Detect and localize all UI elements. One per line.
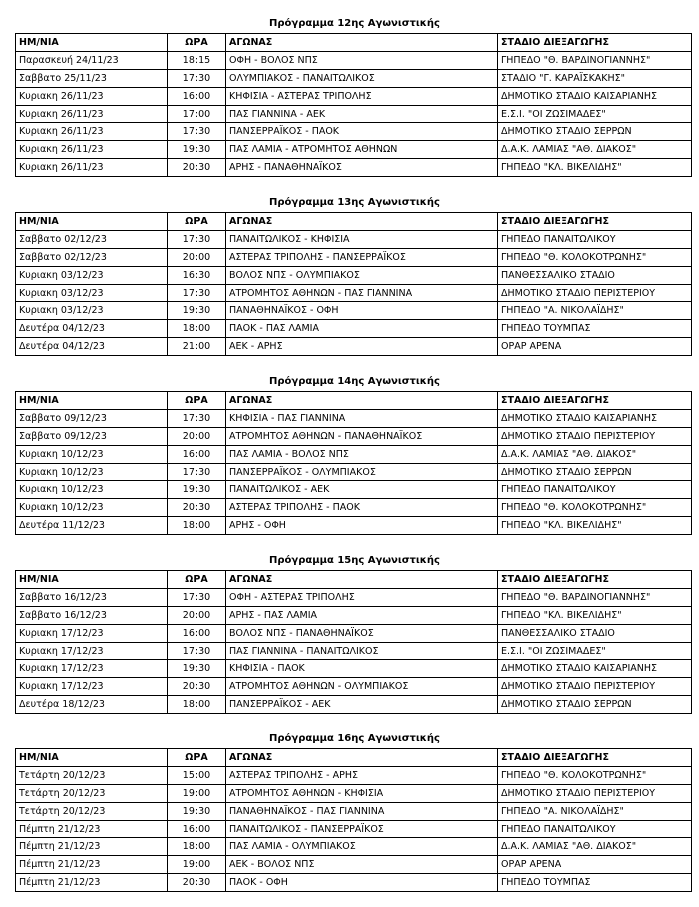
venue-cell: ΔΗΜΟΤΙΚΟ ΣΤΑΔΙΟ ΠΕΡΙΣΤΕΡΙΟΥ (498, 427, 692, 445)
date-cell: Κυριακη 03/12/23 (16, 284, 168, 302)
time-cell: 19:30 (168, 802, 226, 820)
header-row (16, 571, 692, 589)
table-row (16, 624, 692, 642)
header-date: ΗΜ/ΝΙΑ (16, 392, 168, 410)
match-cell: ΠΑΟΚ - ΠΑΣ ΛΑΜΙΑ (226, 320, 498, 338)
match-cell: ΟΛΥΜΠΙΑΚΟΣ - ΠΑΝΑΙΤΩΛΙΚΟΣ (226, 69, 498, 87)
table-row (16, 159, 692, 177)
venue-cell: ΓΗΠΕΔΟ "Α. ΝΙΚΟΛΑΪΔΗΣ" (498, 802, 692, 820)
date-cell: Πέμπτη 21/12/23 (16, 874, 168, 892)
venue-cell: ΓΗΠΕΔΟ "Θ. ΚΟΛΟΚΟΤΡΩΝΗΣ" (498, 499, 692, 517)
venue-cell: ΓΗΠΕΔΟ "Θ. ΚΟΛΟΚΟΤΡΩΝΗΣ" (498, 248, 692, 266)
table-row (16, 838, 692, 856)
time-cell: 17:30 (168, 463, 226, 481)
time-cell: 20:30 (168, 499, 226, 517)
date-cell: Παρασκευή 24/11/23 (16, 51, 168, 69)
header-venue: ΣΤΑΔΙΟ ΔΙΕΞΑΓΩΓΗΣ (498, 749, 692, 767)
table-row (16, 678, 692, 696)
table-row (16, 284, 692, 302)
header-match: ΑΓΩΝΑΣ (226, 392, 498, 410)
schedule-table (15, 391, 692, 535)
header-row (16, 213, 692, 231)
venue-cell: ΓΗΠΕΔΟ ΠΑΝΑΙΤΩΛΙΚΟΥ (498, 820, 692, 838)
date-cell: Κυριακη 10/12/23 (16, 499, 168, 517)
match-cell: ΑΤΡΟΜΗΤΟΣ ΑΘΗΝΩΝ - ΟΛΥΜΠΙΑΚΟΣ (226, 678, 498, 696)
date-cell: Κυριακη 26/11/23 (16, 159, 168, 177)
header-venue: ΣΤΑΔΙΟ ΔΙΕΞΑΓΩΓΗΣ (498, 392, 692, 410)
table-row (16, 266, 692, 284)
venue-cell: Δ.Α.Κ. ΛΑΜΙΑΣ "ΑΘ. ΔΙΑΚΟΣ" (498, 445, 692, 463)
date-cell: Τετάρτη 20/12/23 (16, 766, 168, 784)
date-cell: Πέμπτη 21/12/23 (16, 820, 168, 838)
table-row (16, 141, 692, 159)
date-cell: Σαββατο 25/11/23 (16, 69, 168, 87)
round-title: Πρόγραμμα 15ης Αγωνιστικής (269, 555, 440, 566)
time-cell: 19:00 (168, 856, 226, 874)
time-cell: 17:30 (168, 69, 226, 87)
time-cell: 17:30 (168, 230, 226, 248)
venue-cell: ΓΗΠΕΔΟ "ΚΛ. ΒΙΚΕΛΙΔΗΣ" (498, 606, 692, 624)
table-row (16, 499, 692, 517)
match-cell: ΠΑΝΣΕΡΡΑΪΚΟΣ - ΟΛΥΜΠΙΑΚΟΣ (226, 463, 498, 481)
venue-cell: ΔΗΜΟΤΙΚΟ ΣΤΑΔΙΟ ΚΑΙΣΑΡΙΑΝΗΣ (498, 87, 692, 105)
time-cell: 17:30 (168, 123, 226, 141)
table-row (16, 874, 692, 892)
match-cell: ΠΑΣ ΛΑΜΙΑ - ΟΛΥΜΠΙΑΚΟΣ (226, 838, 498, 856)
table-row (16, 302, 692, 320)
round-section (15, 194, 691, 356)
date-cell: Τετάρτη 20/12/23 (16, 784, 168, 802)
date-cell: Κυριακη 10/12/23 (16, 445, 168, 463)
date-cell: Τετάρτη 20/12/23 (16, 802, 168, 820)
date-cell: Κυριακη 10/12/23 (16, 481, 168, 499)
venue-cell: ΔΗΜΟΤΙΚΟ ΣΤΑΔΙΟ ΚΑΙΣΑΡΙΑΝΗΣ (498, 660, 692, 678)
round-title: Πρόγραμμα 14ης Αγωνιστικής (269, 376, 440, 387)
table-row (16, 784, 692, 802)
venue-cell: ΠΑΝΘΕΣΣΑΛΙΚΟ ΣΤΑΔΙΟ (498, 624, 692, 642)
time-cell: 16:30 (168, 266, 226, 284)
match-cell: ΒΟΛΟΣ ΝΠΣ - ΟΛΥΜΠΙΑΚΟΣ (226, 266, 498, 284)
venue-cell: ΔΗΜΟΤΙΚΟ ΣΤΑΔΙΟ ΠΕΡΙΣΤΕΡΙΟΥ (498, 284, 692, 302)
header-venue: ΣΤΑΔΙΟ ΔΙΕΞΑΓΩΓΗΣ (498, 34, 692, 52)
table-row (16, 606, 692, 624)
table-row (16, 660, 692, 678)
venue-cell: ΓΗΠΕΔΟ ΠΑΝΑΙΤΩΛΙΚΟΥ (498, 230, 692, 248)
header-time: ΩΡΑ (168, 571, 226, 589)
time-cell: 16:00 (168, 820, 226, 838)
table-row (16, 320, 692, 338)
date-cell: Σαββατο 16/12/23 (16, 588, 168, 606)
table-row (16, 409, 692, 427)
round-section (15, 552, 691, 714)
match-cell: ΑΕΚ - ΒΟΛΟΣ ΝΠΣ (226, 856, 498, 874)
table-row (16, 230, 692, 248)
header-time: ΩΡΑ (168, 34, 226, 52)
table-row (16, 642, 692, 660)
match-cell: ΑΡΗΣ - ΠΑΣ ΛΑΜΙΑ (226, 606, 498, 624)
date-cell: Σαββατο 09/12/23 (16, 409, 168, 427)
header-row (16, 749, 692, 767)
venue-cell: ΓΗΠΕΔΟ ΠΑΝΑΙΤΩΛΙΚΟΥ (498, 481, 692, 499)
match-cell: ΑΤΡΟΜΗΤΟΣ ΑΘΗΝΩΝ - ΠΑΣ ΓΙΑΝΝΙΝΑ (226, 284, 498, 302)
table-row (16, 427, 692, 445)
round-section (15, 730, 691, 892)
time-cell: 20:00 (168, 248, 226, 266)
date-cell: Κυριακη 26/11/23 (16, 87, 168, 105)
date-cell: Δευτέρα 18/12/23 (16, 696, 168, 714)
venue-cell: ΔΗΜΟΤΙΚΟ ΣΤΑΔΙΟ ΣΕΡΡΩΝ (498, 463, 692, 481)
round-section (15, 15, 691, 177)
date-cell: Σαββατο 02/12/23 (16, 230, 168, 248)
table-row (16, 517, 692, 535)
time-cell: 18:15 (168, 51, 226, 69)
header-match: ΑΓΩΝΑΣ (226, 213, 498, 231)
venue-cell: ΔΗΜΟΤΙΚΟ ΣΤΑΔΙΟ ΠΕΡΙΣΤΕΡΙΟΥ (498, 784, 692, 802)
match-cell: ΑΡΗΣ - ΠΑΝΑΘΗΝΑΪΚΟΣ (226, 159, 498, 177)
match-cell: ΑΤΡΟΜΗΤΟΣ ΑΘΗΝΩΝ - ΚΗΦΙΣΙΑ (226, 784, 498, 802)
table-row (16, 248, 692, 266)
schedule-table (15, 570, 692, 714)
table-row (16, 820, 692, 838)
time-cell: 20:00 (168, 427, 226, 445)
date-cell: Κυριακη 17/12/23 (16, 642, 168, 660)
time-cell: 17:30 (168, 642, 226, 660)
time-cell: 15:00 (168, 766, 226, 784)
date-cell: Δευτέρα 04/12/23 (16, 338, 168, 356)
match-cell: ΑΣΤΕΡΑΣ ΤΡΙΠΟΛΗΣ - ΑΡΗΣ (226, 766, 498, 784)
table-row (16, 481, 692, 499)
match-cell: ΑΕΚ - ΑΡΗΣ (226, 338, 498, 356)
header-time: ΩΡΑ (168, 392, 226, 410)
date-cell: Κυριακη 26/11/23 (16, 123, 168, 141)
venue-cell: ΔΗΜΟΤΙΚΟ ΣΤΑΔΙΟ ΚΑΙΣΑΡΙΑΝΗΣ (498, 409, 692, 427)
header-row (16, 392, 692, 410)
date-cell: Πέμπτη 21/12/23 (16, 856, 168, 874)
time-cell: 21:00 (168, 338, 226, 356)
venue-cell: ΓΗΠΕΔΟ "ΚΛ. ΒΙΚΕΛΙΔΗΣ" (498, 159, 692, 177)
table-row (16, 696, 692, 714)
venue-cell: ΓΗΠΕΔΟ "ΚΛ. ΒΙΚΕΛΙΔΗΣ" (498, 517, 692, 535)
time-cell: 20:30 (168, 874, 226, 892)
time-cell: 16:00 (168, 624, 226, 642)
header-venue: ΣΤΑΔΙΟ ΔΙΕΞΑΓΩΓΗΣ (498, 571, 692, 589)
match-cell: ΠΑΟΚ - ΟΦΗ (226, 874, 498, 892)
match-cell: ΠΑΝΑΙΤΩΛΙΚΟΣ - ΚΗΦΙΣΙΑ (226, 230, 498, 248)
venue-cell: Ε.Σ.Ι. "ΟΙ ΖΩΣΙΜΑΔΕΣ" (498, 642, 692, 660)
round-title: Πρόγραμμα 13ης Αγωνιστικής (269, 197, 440, 208)
round-title: Πρόγραμμα 16ης Αγωνιστικής (269, 733, 440, 744)
header-match: ΑΓΩΝΑΣ (226, 749, 498, 767)
header-date: ΗΜ/ΝΙΑ (16, 213, 168, 231)
venue-cell: ΔΗΜΟΤΙΚΟ ΣΤΑΔΙΟ ΠΕΡΙΣΤΕΡΙΟΥ (498, 678, 692, 696)
date-cell: Κυριακη 17/12/23 (16, 624, 168, 642)
header-date: ΗΜ/ΝΙΑ (16, 571, 168, 589)
table-row (16, 87, 692, 105)
date-cell: Κυριακη 03/12/23 (16, 302, 168, 320)
time-cell: 19:30 (168, 481, 226, 499)
header-date: ΗΜ/ΝΙΑ (16, 34, 168, 52)
venue-cell: ΔΗΜΟΤΙΚΟ ΣΤΑΔΙΟ ΣΕΡΡΩΝ (498, 696, 692, 714)
date-cell: Κυριακη 26/11/23 (16, 141, 168, 159)
time-cell: 19:30 (168, 141, 226, 159)
venue-cell: ΣΤΑΔΙΟ "Γ. ΚΑΡΑΪΣΚΑΚΗΣ" (498, 69, 692, 87)
venue-cell: ΟΡΑΡ ΑΡΕΝΑ (498, 338, 692, 356)
match-cell: ΠΑΣ ΓΙΑΝΝΙΝΑ - ΠΑΝΑΙΤΩΛΙΚΟΣ (226, 642, 498, 660)
match-cell: ΟΦΗ - ΑΣΤΕΡΑΣ ΤΡΙΠΟΛΗΣ (226, 588, 498, 606)
table-row (16, 856, 692, 874)
table-row (16, 766, 692, 784)
date-cell: Δευτέρα 11/12/23 (16, 517, 168, 535)
time-cell: 17:30 (168, 409, 226, 427)
time-cell: 18:00 (168, 320, 226, 338)
table-row (16, 445, 692, 463)
time-cell: 16:00 (168, 445, 226, 463)
table-row (16, 463, 692, 481)
time-cell: 19:30 (168, 660, 226, 678)
table-row (16, 338, 692, 356)
table-row (16, 105, 692, 123)
date-cell: Σαββατο 16/12/23 (16, 606, 168, 624)
match-cell: ΠΑΝΣΕΡΡΑΪΚΟΣ - ΑΕΚ (226, 696, 498, 714)
time-cell: 19:00 (168, 784, 226, 802)
time-cell: 17:00 (168, 105, 226, 123)
venue-cell: ΓΗΠΕΔΟ "Θ. ΚΟΛΟΚΟΤΡΩΝΗΣ" (498, 766, 692, 784)
match-cell: ΒΟΛΟΣ ΝΠΣ - ΠΑΝΑΘΗΝΑΪΚΟΣ (226, 624, 498, 642)
date-cell: Δευτέρα 04/12/23 (16, 320, 168, 338)
table-row (16, 69, 692, 87)
date-cell: Κυριακη 03/12/23 (16, 266, 168, 284)
match-cell: ΠΑΣ ΓΙΑΝΝΙΝΑ - ΑΕΚ (226, 105, 498, 123)
match-cell: ΑΣΤΕΡΑΣ ΤΡΙΠΟΛΗΣ - ΠΑΟΚ (226, 499, 498, 517)
time-cell: 18:00 (168, 517, 226, 535)
schedule-table (15, 33, 692, 177)
venue-cell: ΠΑΝΘΕΣΣΑΛΙΚΟ ΣΤΑΔΙΟ (498, 266, 692, 284)
match-cell: ΚΗΦΙΣΙΑ - ΠΑΣ ΓΙΑΝΝΙΝΑ (226, 409, 498, 427)
time-cell: 20:30 (168, 678, 226, 696)
round-title: Πρόγραμμα 12ης Αγωνιστικής (269, 18, 440, 29)
match-cell: ΠΑΝΑΙΤΩΛΙΚΟΣ - ΑΕΚ (226, 481, 498, 499)
table-row (16, 123, 692, 141)
date-cell: Κυριακη 17/12/23 (16, 660, 168, 678)
schedule-table (15, 748, 692, 892)
venue-cell: ΓΗΠΕΔΟ "Θ. ΒΑΡΔΙΝΟΓΙΑΝΝΗΣ" (498, 588, 692, 606)
date-cell: Σαββατο 02/12/23 (16, 248, 168, 266)
venue-cell: ΟΡΑΡ ΑΡΕΝΑ (498, 856, 692, 874)
match-cell: ΠΑΣ ΛΑΜΙΑ - ΑΤΡΟΜΗΤΟΣ ΑΘΗΝΩΝ (226, 141, 498, 159)
time-cell: 16:00 (168, 87, 226, 105)
time-cell: 18:00 (168, 838, 226, 856)
schedule-table (15, 212, 692, 356)
venue-cell: ΔΗΜΟΤΙΚΟ ΣΤΑΔΙΟ ΣΕΡΡΩΝ (498, 123, 692, 141)
match-cell: ΚΗΦΙΣΙΑ - ΑΣΤΕΡΑΣ ΤΡΙΠΟΛΗΣ (226, 87, 498, 105)
header-match: ΑΓΩΝΑΣ (226, 571, 498, 589)
match-cell: ΑΣΤΕΡΑΣ ΤΡΙΠΟΛΗΣ - ΠΑΝΣΕΡΡΑΪΚΟΣ (226, 248, 498, 266)
table-row (16, 588, 692, 606)
venue-cell: ΓΗΠΕΔΟ ΤΟΥΜΠΑΣ (498, 320, 692, 338)
time-cell: 20:00 (168, 606, 226, 624)
header-time: ΩΡΑ (168, 749, 226, 767)
match-cell: ΑΤΡΟΜΗΤΟΣ ΑΘΗΝΩΝ - ΠΑΝΑΘΗΝΑΪΚΟΣ (226, 427, 498, 445)
header-row (16, 34, 692, 52)
date-cell: Πέμπτη 21/12/23 (16, 838, 168, 856)
date-cell: Κυριακη 26/11/23 (16, 105, 168, 123)
table-row (16, 51, 692, 69)
time-cell: 20:30 (168, 159, 226, 177)
venue-cell: Δ.Α.Κ. ΛΑΜΙΑΣ "ΑΘ. ΔΙΑΚΟΣ" (498, 141, 692, 159)
match-cell: ΠΑΝΑΘΗΝΑΪΚΟΣ - ΠΑΣ ΓΙΑΝΝΙΝΑ (226, 802, 498, 820)
date-cell: Κυριακη 17/12/23 (16, 678, 168, 696)
venue-cell: ΓΗΠΕΔΟ "Α. ΝΙΚΟΛΑΪΔΗΣ" (498, 302, 692, 320)
date-cell: Κυριακη 10/12/23 (16, 463, 168, 481)
time-cell: 17:30 (168, 588, 226, 606)
venue-cell: Ε.Σ.Ι. "ΟΙ ΖΩΣΙΜΑΔΕΣ" (498, 105, 692, 123)
header-date: ΗΜ/ΝΙΑ (16, 749, 168, 767)
match-cell: ΠΑΝΑΙΤΩΛΙΚΟΣ - ΠΑΝΣΕΡΡΑΪΚΟΣ (226, 820, 498, 838)
venue-cell: ΓΗΠΕΔΟ ΤΟΥΜΠΑΣ (498, 874, 692, 892)
header-venue: ΣΤΑΔΙΟ ΔΙΕΞΑΓΩΓΗΣ (498, 213, 692, 231)
table-row (16, 802, 692, 820)
round-section (15, 373, 691, 535)
time-cell: 17:30 (168, 284, 226, 302)
time-cell: 19:30 (168, 302, 226, 320)
venue-cell: Δ.Α.Κ. ΛΑΜΙΑΣ "ΑΘ. ΔΙΑΚΟΣ" (498, 838, 692, 856)
date-cell: Σαββατο 09/12/23 (16, 427, 168, 445)
header-match: ΑΓΩΝΑΣ (226, 34, 498, 52)
match-cell: ΑΡΗΣ - ΟΦΗ (226, 517, 498, 535)
match-cell: ΚΗΦΙΣΙΑ - ΠΑΟΚ (226, 660, 498, 678)
match-cell: ΠΑΣ ΛΑΜΙΑ - ΒΟΛΟΣ ΝΠΣ (226, 445, 498, 463)
match-cell: ΟΦΗ - ΒΟΛΟΣ ΝΠΣ (226, 51, 498, 69)
header-time: ΩΡΑ (168, 213, 226, 231)
match-cell: ΠΑΝΣΕΡΡΑΪΚΟΣ - ΠΑΟΚ (226, 123, 498, 141)
match-cell: ΠΑΝΑΘΗΝΑΪΚΟΣ - ΟΦΗ (226, 302, 498, 320)
time-cell: 18:00 (168, 696, 226, 714)
venue-cell: ΓΗΠΕΔΟ "Θ. ΒΑΡΔΙΝΟΓΙΑΝΝΗΣ" (498, 51, 692, 69)
